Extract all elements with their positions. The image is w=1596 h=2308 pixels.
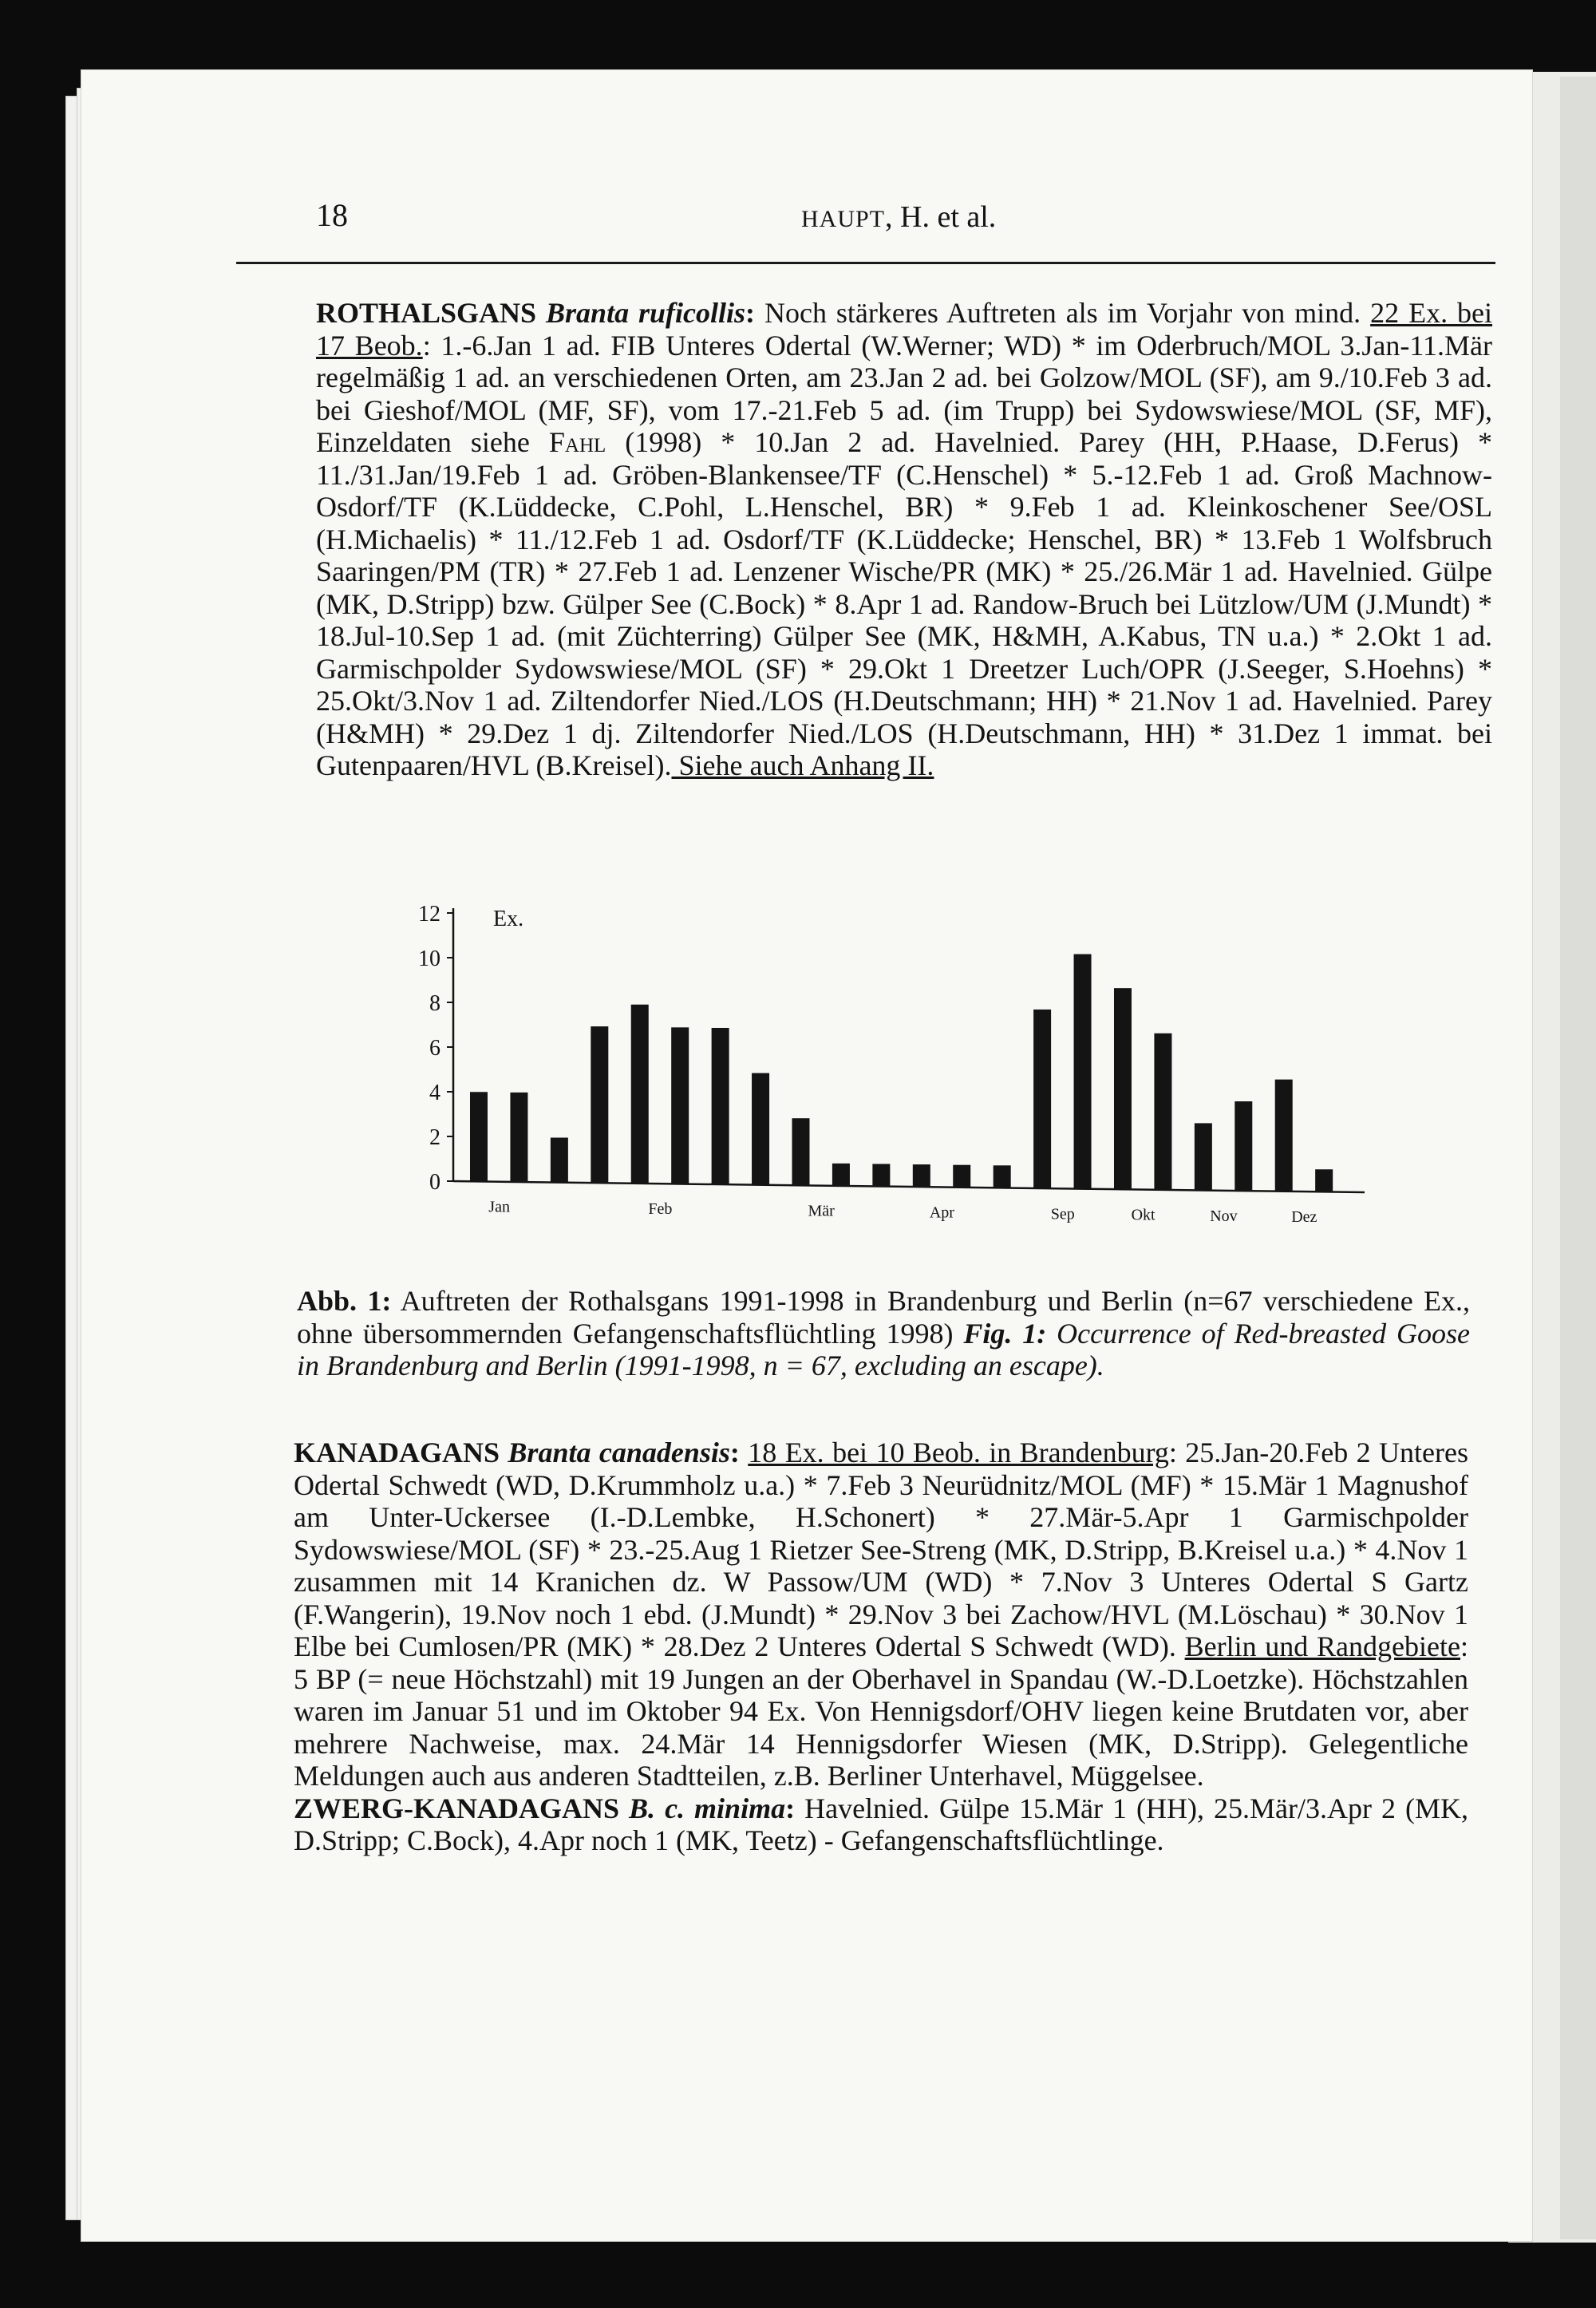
records-text-continued: (1998) * 10.Jan 2 ad. Havelnied. Parey (HH, P.Haase, D.Ferus) * 11./31.Jan/19.Feb 1 ad. Gröben-Blankensee/TF (C.Henschel) * 5.-12.Feb 1 ad. Groß Machnow-Osdorf/TF (K.Lüddecke, C.Pohl, L.Henschel, BR) * 9.Feb 1 ad. Kleinkoschener See/OSL (H.Michaelis) * 11./12.Feb 1 ad. Osdorf/TF (K.Lüddecke; Henschel, BR) * 13.Feb 1 Wolfsbruch Saaringen/PM (TR) * 27.Feb 1 ad. Lenzener Wische/PR (MK) * 25./26.Mär 1 ad. Havelnied. Gülpe (MK, D.Stripp) bzw. Gülper See (C.Bock) * 8.Apr 1 ad. Randow-Bruch bei Lützlow/UM (J.Mundt) * 18.Jul-10.Sep 1 ad. (mit Züchterring) Gülper See (MK, H&MH, A.Kabus, TN u.a.) * 2.Okt 1 ad. Garmischpolder Sydowswiese/MOL (SF) * 29.Okt 1 Dreetzer Luch/OPR (J.Seeger, S.Hoehns) * 25.Okt/3.Nov 1 ad. Ziltendorfer Nied./LOS (H.Deutschmann; HH) * 21.Nov 1 ad. Havelnied. Parey (H&MH) * 29.Dez 1 dj. Ziltendorfer Nied./LOS (H.Deutschmann, HH) * 31.Dez 1 immat. bei Gutenpaaren/HVL (B.Kreisel). (316, 426, 1492, 781)
species-name-latin-2: B. c. minima (629, 1792, 786, 1824)
x-month-label: Apr (929, 1203, 954, 1222)
figure-caption (297, 1285, 1470, 1382)
y-tick-label: 10 (418, 947, 440, 971)
chart-bars (470, 954, 1333, 1192)
rothalsgans-bar-chart (399, 894, 1381, 1253)
x-month-label: Jan (488, 1198, 510, 1216)
colon: : (785, 1792, 796, 1824)
page-number: 18 (316, 197, 348, 233)
bar (1154, 1033, 1171, 1190)
colon: : (745, 297, 756, 329)
records-text: : 1.-6.Jan 1 ad. FIB Unteres Odertal (W.Werner; WD) * im Oderbruch/MOL 3.Jan-11.Mär regelmäßig 1 ad. an verschiedenen Orten, am 23.Jan 2 ad. bei Golzow/MOL (SF), am 9./10.Feb 3 ad. bei Gieshof/MOL (MF, SF), vom 17.-21.Feb 5 ad. (im Trupp) bei Sydowswiese/MOL (SF, MF), Einzeldaten siehe (316, 329, 1492, 458)
x-month-label: Okt (1131, 1206, 1156, 1224)
x-axis-line (453, 1181, 1365, 1192)
x-month-label: Dez (1291, 1208, 1317, 1227)
species-name-de: KANADAGANS (294, 1437, 500, 1468)
bar (953, 1165, 970, 1188)
see-also-link: Siehe auch Anhang II. (671, 749, 934, 781)
bar (872, 1164, 890, 1186)
running-head-author (801, 200, 996, 235)
bar (752, 1073, 769, 1185)
records-text-berlin: : 5 BP (= neue Höchstzahl) mit 19 Jungen an der Oberhavel in Spandau (W.-D.Loetzke). Höchstzahlen waren im Januar 51 und im Oktober 94 Ex. Von Hennigsdorf/OHV liegen keine Brutdaten vor, aber mehrere Nachweise, max. 24.Mär 14 Hennigsdorfer Wiesen (MK, D.Stripp). Gelegentliche Meldungen auch aus anderen Stadtteilen, z.B. Berliner Unterhavel, Müggelsee. (294, 1630, 1468, 1792)
x-month-label: Sep (1050, 1205, 1075, 1223)
lead-text: Noch stärkeres Auftreten als im Vorjahr von mind. (755, 297, 1371, 329)
summary-count: 18 Ex. bei 10 Beob. in Brandenburg (748, 1437, 1169, 1468)
species-name-de-2: ZWERG-KANADAGANS (294, 1792, 620, 1824)
summary-count: 22 Ex. bei 17 Beob. (316, 297, 1492, 362)
rothalsgans-paragraph (316, 297, 1492, 782)
y-tick-label: 4 (429, 1081, 440, 1105)
bar (671, 1027, 689, 1184)
bar (832, 1164, 850, 1186)
bar (792, 1118, 809, 1185)
species-name-latin: Branta canadensis (508, 1437, 730, 1468)
bar (591, 1026, 608, 1183)
bar (712, 1028, 729, 1184)
y-tick-label: 6 (429, 1036, 440, 1061)
next-page-shadow (1560, 77, 1596, 2239)
caption-text-en: Occurrence of Red-breasted Goose in Brandenburg and Berlin (1991-1998, n = 67, excluding an escape). (297, 1317, 1470, 1381)
bar (1315, 1169, 1333, 1192)
colon: : (729, 1437, 740, 1468)
bar (1114, 988, 1132, 1189)
bar (631, 1005, 649, 1184)
citation-fahl: Fahl (548, 426, 606, 458)
caption-text-de: Auftreten der Rothalsgans 1991-1998 in Brandenburg und Berlin (n=67 verschiedene Ex., ohne übersommernden Gefangenschaftsflüchtling 1998) (297, 1285, 1471, 1350)
author-rest: , H. et al. (885, 200, 997, 234)
bar (1275, 1080, 1293, 1192)
bar (1195, 1123, 1212, 1190)
x-month-label: Mär (808, 1202, 835, 1220)
chart-axes (447, 908, 1365, 1192)
records-text-zwerg: Havelnied. Gülpe 15.Mär 1 (HH), 25.Mär/3.Apr 2 (MK, D.Stripp; C.Bock), 4.Apr noch 1 (MK, Teetz) - Gefangenschaftsflüchtlinge. (294, 1792, 1468, 1856)
y-tick-label: 8 (429, 991, 440, 1016)
x-month-label: Feb (648, 1200, 673, 1219)
kanadagans-paragraph (294, 1437, 1468, 1857)
running-header (236, 192, 1495, 264)
bar (1235, 1101, 1252, 1191)
y-tick-label: 2 (429, 1125, 440, 1150)
y-axis-label: Ex. (493, 907, 524, 931)
bar (470, 1092, 488, 1181)
species-name-de: ROTHALSGANS (316, 297, 537, 329)
bar (1074, 954, 1092, 1189)
bar (1033, 1010, 1051, 1188)
author-surname: HAUPT (801, 206, 886, 232)
records-text: : 25.Jan-20.Feb 2 Unteres Odertal Schwedt (WD, D.Krummholz u.a.) * 7.Feb 3 Neurüdnitz/MOL (MF) * 15.Mär 1 Magnushof am Unter-Uckersee (I.-D.Lembke, H.Schonert) * 27.Mär-5.Apr 1 Garmischpolder Sydowswiese/MOL (SF) * 23.-25.Aug 1 Rietzer See-Streng (MK, D.Stripp, B.Kreisel u.a.) * 4.Nov 1 zusammen mit 14 Kranichen dz. W Passow/UM (WD) * 7.Nov 3 Unteres Odertal S Gartz (F.Wangerin), 19.Nov noch 1 ebd. (J.Mundt) * 29.Nov 3 bei Zachow/HVL (M.Löschau) * 30.Nov 1 Elbe bei Cumlosen/PR (MK) * 28.Dez 2 Unteres Odertal S Schwedt (WD). (294, 1437, 1469, 1662)
y-tick-label: 0 (429, 1170, 440, 1195)
caption-label-en: Fig. 1: (963, 1317, 1047, 1350)
bar (913, 1164, 930, 1187)
caption-label-de: Abb. 1: (297, 1285, 392, 1317)
region-heading: Berlin und Randgebiete (1184, 1630, 1460, 1662)
bar (551, 1138, 568, 1183)
species-name-latin: Branta ruficollis (546, 297, 746, 329)
bar (994, 1165, 1011, 1188)
y-tick-label: 12 (418, 902, 440, 927)
x-month-label: Nov (1210, 1207, 1238, 1225)
bar (510, 1093, 527, 1182)
